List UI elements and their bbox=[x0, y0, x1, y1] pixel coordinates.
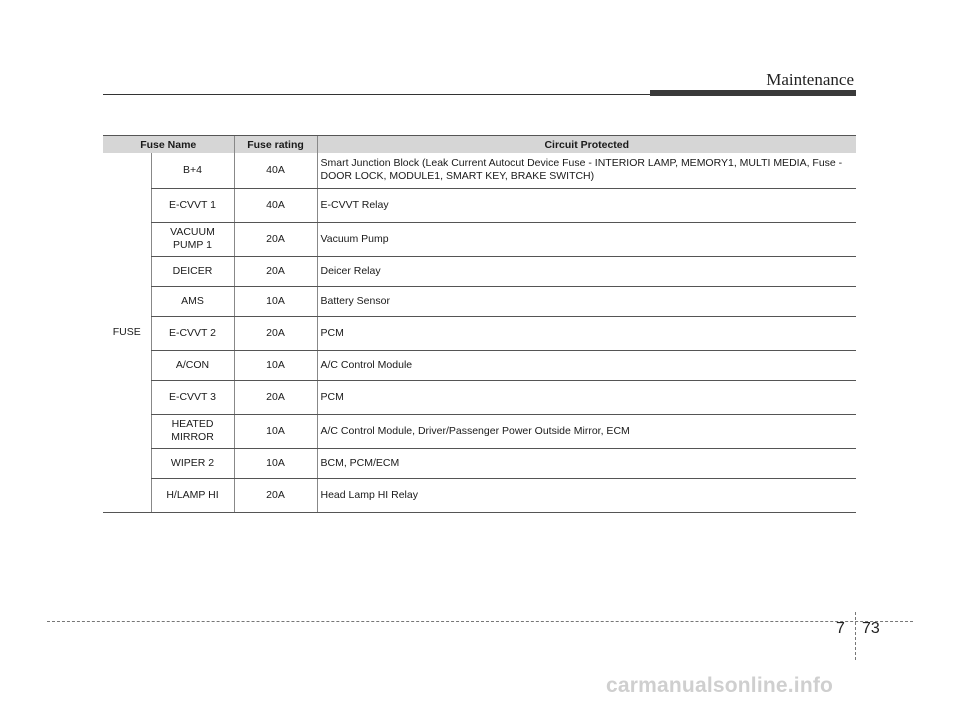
fuse-name: H/LAMP HI bbox=[151, 478, 234, 512]
circuit-protected: Head Lamp HI Relay bbox=[317, 478, 856, 512]
table-row bbox=[103, 153, 856, 188]
circuit-protected: Battery Sensor bbox=[317, 286, 856, 316]
fuse-rating: 20A bbox=[234, 478, 317, 512]
circuit-protected: E-CVVT Relay bbox=[317, 188, 856, 222]
fuse-rating: 10A bbox=[234, 448, 317, 478]
table-row bbox=[103, 448, 856, 478]
chapter-number: 7 bbox=[836, 620, 845, 637]
fuse-rating: 10A bbox=[234, 286, 317, 316]
table-row bbox=[103, 316, 856, 350]
fuse-rating: 20A bbox=[234, 256, 317, 286]
table-row bbox=[103, 478, 856, 512]
fuse-name: E-CVVT 3 bbox=[151, 380, 234, 414]
header-rule-accent bbox=[650, 90, 856, 96]
circuit-protected: Vacuum Pump bbox=[317, 222, 856, 256]
fuse-name: A/CON bbox=[151, 350, 234, 380]
column-header-circuit-protected: Circuit Protected bbox=[317, 136, 856, 154]
table-row bbox=[103, 286, 856, 316]
page-number: 73 bbox=[862, 620, 880, 637]
circuit-protected: A/C Control Module, Driver/Passenger Power Outside Mirror, ECM bbox=[317, 414, 856, 448]
fuse-rating: 10A bbox=[234, 350, 317, 380]
fuse-rating: 10A bbox=[234, 414, 317, 448]
table-header-row bbox=[103, 136, 856, 154]
fuse-name: DEICER bbox=[151, 256, 234, 286]
table-row bbox=[103, 222, 856, 256]
fuse-group-label: FUSE bbox=[103, 153, 151, 512]
column-header-fuse-rating: Fuse rating bbox=[234, 136, 317, 154]
circuit-protected: Smart Junction Block (Leak Current Autocut Device Fuse - INTERIOR LAMP, MEMORY1, MULTI MEDIA, Fuse - DOOR LOCK, MODULE1, SMART KEY, BRAKE SWITCH) bbox=[317, 153, 856, 188]
fuse-name: VACUUM PUMP 1 bbox=[151, 222, 234, 256]
footer-divider bbox=[855, 612, 856, 660]
fuse-table bbox=[103, 135, 856, 513]
circuit-protected: BCM, PCM/ECM bbox=[317, 448, 856, 478]
fuse-name: WIPER 2 bbox=[151, 448, 234, 478]
fuse-name: B+4 bbox=[151, 153, 234, 188]
circuit-protected: A/C Control Module bbox=[317, 350, 856, 380]
table-row bbox=[103, 380, 856, 414]
watermark-text: carmanualsonline.info bbox=[606, 674, 834, 697]
circuit-protected: PCM bbox=[317, 316, 856, 350]
circuit-protected: Deicer Relay bbox=[317, 256, 856, 286]
table-row bbox=[103, 414, 856, 448]
fuse-name: E-CVVT 2 bbox=[151, 316, 234, 350]
fuse-name: AMS bbox=[151, 286, 234, 316]
fuse-rating: 20A bbox=[234, 222, 317, 256]
fuse-rating: 20A bbox=[234, 316, 317, 350]
fuse-name: HEATED MIRROR bbox=[151, 414, 234, 448]
fuse-rating: 40A bbox=[234, 153, 317, 188]
column-header-fuse-name: Fuse Name bbox=[103, 136, 234, 154]
table-row bbox=[103, 350, 856, 380]
section-title: Maintenance bbox=[766, 70, 854, 89]
table-row bbox=[103, 256, 856, 286]
header-rule bbox=[103, 94, 653, 95]
table-row bbox=[103, 188, 856, 222]
fuse-name: E-CVVT 1 bbox=[151, 188, 234, 222]
fuse-rating: 20A bbox=[234, 380, 317, 414]
fuse-rating: 40A bbox=[234, 188, 317, 222]
circuit-protected: PCM bbox=[317, 380, 856, 414]
footer-rule bbox=[47, 621, 913, 622]
